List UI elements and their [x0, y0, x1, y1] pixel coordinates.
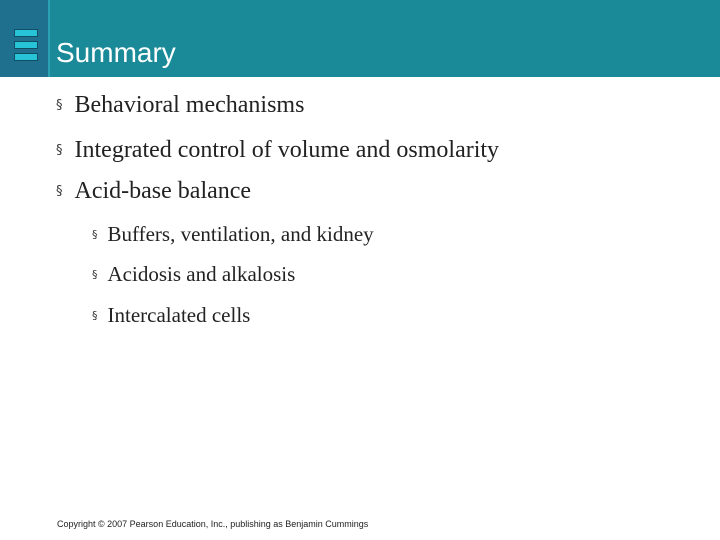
section-sign-bullet-icon: § — [92, 308, 98, 322]
sub-bullet-text: Buffers, ventilation, and kidney — [107, 221, 374, 246]
section-sign-bullet-icon: § — [92, 267, 98, 281]
sub-bullet-text: Intercalated cells — [107, 302, 251, 327]
sub-bullet-item — [92, 301, 250, 329]
section-sign-bullet-icon: § — [56, 183, 63, 199]
sub-bullet-item — [92, 260, 295, 288]
section-sign-bullet-icon: § — [56, 142, 63, 158]
bullet-text: Behavioral mechanisms — [74, 91, 305, 118]
sub-bullet-item — [92, 220, 374, 248]
copyright-footer: Copyright © 2007 Pearson Education, Inc., publishing as Benjamin Cummings — [57, 519, 369, 529]
bullet-item — [56, 175, 251, 207]
section-sign-bullet-icon: § — [92, 227, 98, 241]
bullet-text: Acid-base balance — [74, 177, 252, 204]
slide-title: Summary — [56, 37, 176, 68]
bullet-item — [56, 134, 499, 166]
section-sign-bullet-icon: § — [56, 97, 63, 113]
sub-bullet-text: Acidosis and alkalosis — [107, 261, 296, 286]
bullet-item — [56, 89, 304, 121]
bullet-text: Integrated control of volume and osmolarity — [74, 136, 500, 163]
